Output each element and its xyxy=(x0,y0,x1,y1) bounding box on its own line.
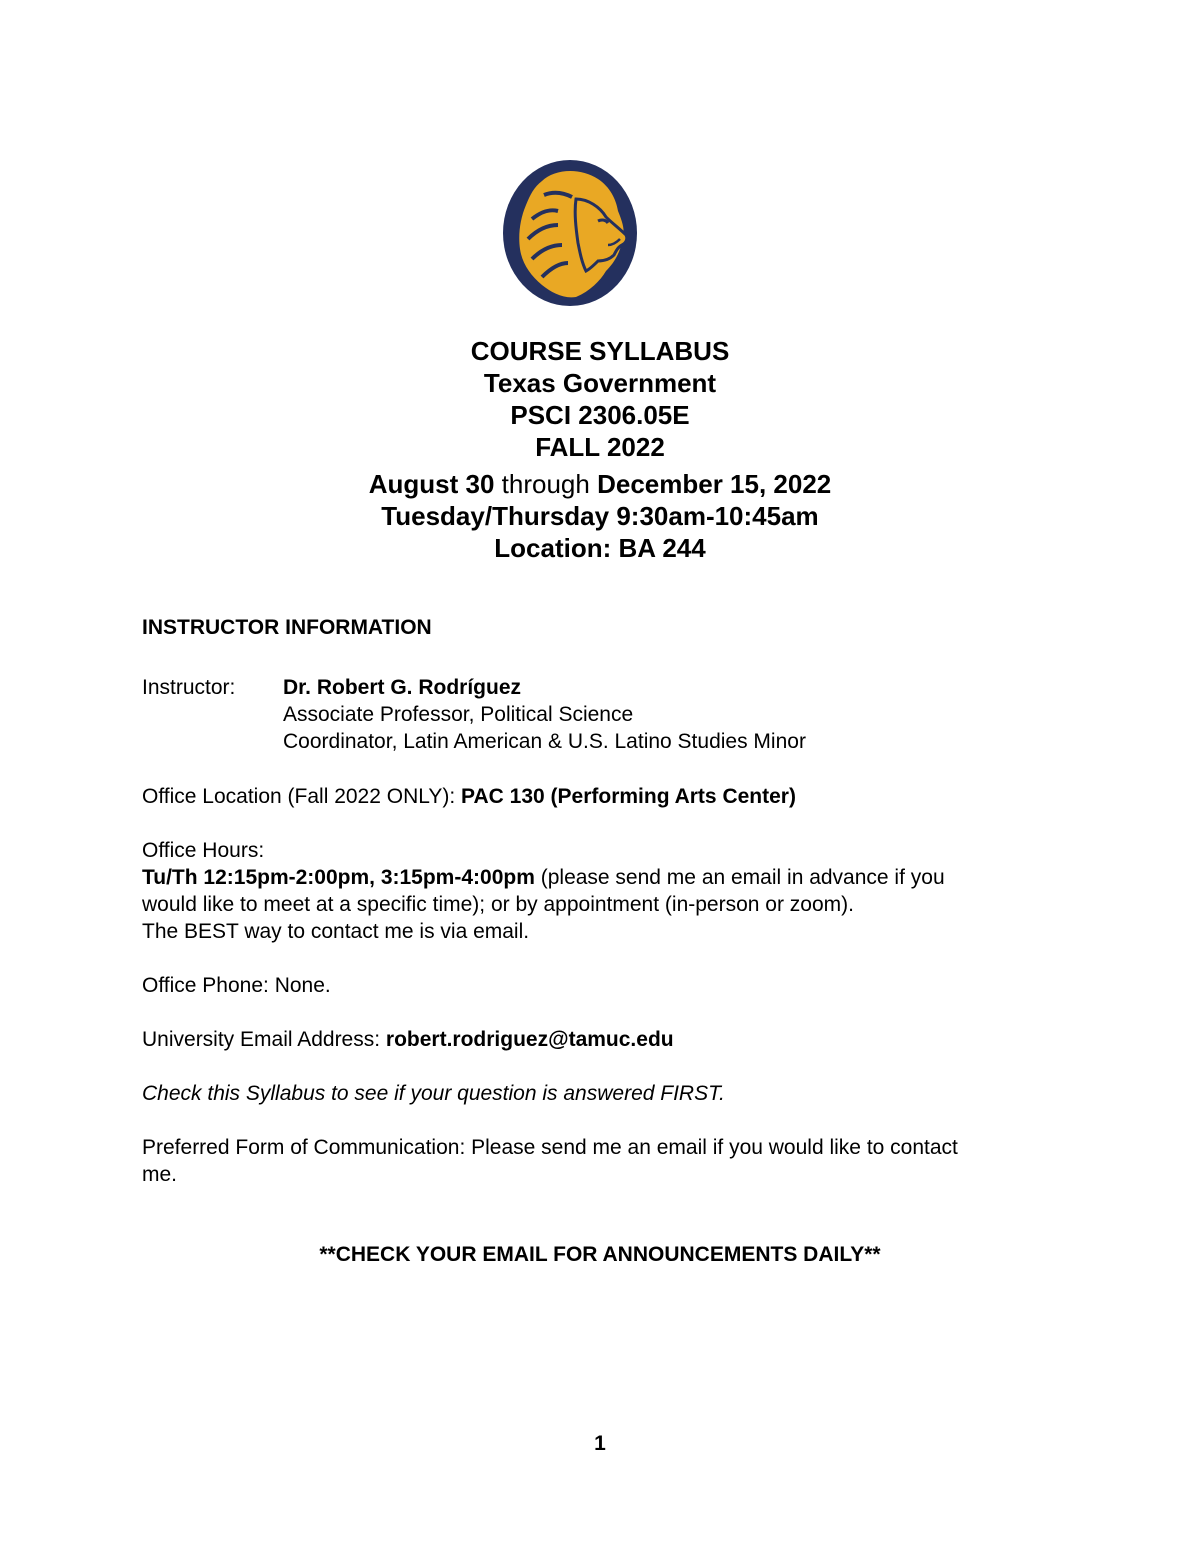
instructor-name: Dr. Robert G. Rodríguez xyxy=(283,676,522,699)
syllabus-check-note: Check this Syllabus to see if your question is answered FIRST. xyxy=(142,1082,725,1105)
email-label: University Email Address: xyxy=(142,1028,386,1051)
office-hours-label: Office Hours: xyxy=(142,839,265,862)
preferred-communication-continued: me. xyxy=(142,1163,178,1186)
university-email xyxy=(142,1026,674,1053)
announcement-notice: **CHECK YOUR EMAIL FOR ANNOUNCEMENTS DAILY** xyxy=(319,1243,881,1266)
instructor-title-2: Coordinator, Latin American & U.S. Latino Studies Minor xyxy=(283,730,806,753)
preferred-communication: Preferred Form of Communication: Please send me an email if you would like to contact xyxy=(142,1136,958,1159)
document-title: COURSE SYLLABUS xyxy=(470,336,730,366)
office-location xyxy=(142,783,796,810)
university-lion-logo xyxy=(502,159,638,307)
office-hours-note: (please send me an email in advance if you xyxy=(534,866,945,889)
section-heading: INSTRUCTOR INFORMATION xyxy=(142,616,432,639)
course-schedule: Tuesday/Thursday 9:30am-10:45am xyxy=(381,501,819,531)
instructor-title-1: Associate Professor, Political Science xyxy=(283,703,634,726)
email-address: robert.rodriguez@tamuc.edu xyxy=(385,1028,674,1051)
contact-note: The BEST way to contact me is via email. xyxy=(142,920,530,943)
instructor-label: Instructor: xyxy=(142,676,236,699)
page-number: 1 xyxy=(594,1432,606,1455)
office-hours-line xyxy=(142,864,945,891)
course-dates xyxy=(0,468,1200,500)
course-term: FALL 2022 xyxy=(535,432,665,462)
through-word: through xyxy=(501,469,590,499)
end-date: December 15, 2022 xyxy=(597,469,832,499)
course-code: PSCI 2306.05E xyxy=(510,400,690,430)
office-location-value: PAC 130 (Performing Arts Center) xyxy=(461,785,796,808)
office-phone: Office Phone: None. xyxy=(142,974,331,997)
start-date: August 30 xyxy=(368,469,495,499)
office-hours-note-continued: would like to meet at a specific time); or by appointment (in-person or zoom). xyxy=(142,893,854,916)
course-location: Location: BA 244 xyxy=(494,533,706,563)
office-location-label: Office Location (Fall 2022 ONLY): xyxy=(142,785,462,808)
office-hours-times: Tu/Th 12:15pm-2:00pm, 3:15pm-4:00pm xyxy=(142,866,535,889)
course-name: Texas Government xyxy=(483,368,717,398)
